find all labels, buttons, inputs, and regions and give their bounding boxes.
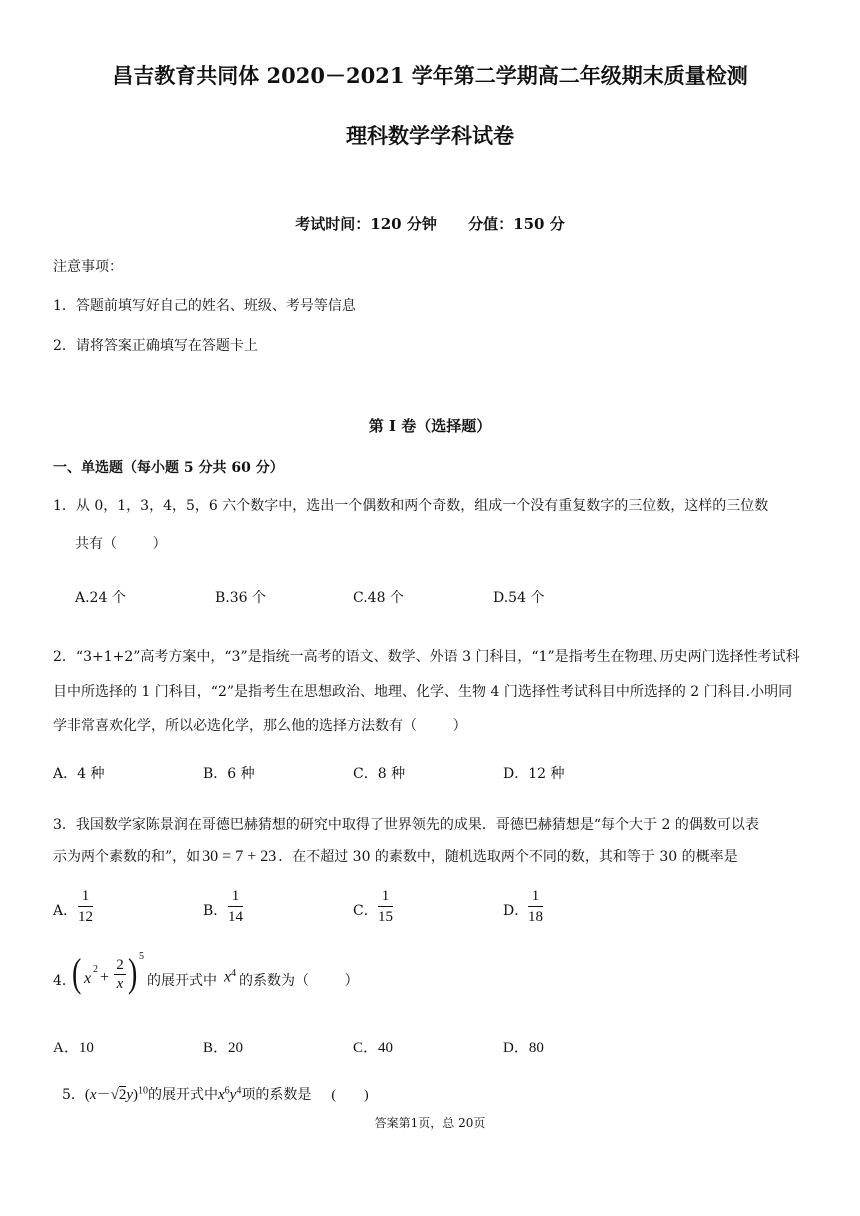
q5-y: y bbox=[126, 1087, 133, 1103]
q3-option-a-letter: A． bbox=[53, 903, 78, 919]
q2-line2: 目中所选择的 1 门科目，“2”是指考生在思想政治、地理、化学、生物 4 门选择性考试科目中所选择的 2 门科目.小明同 bbox=[53, 684, 793, 700]
volume-title: 第 I 卷（选择题） bbox=[368, 417, 492, 435]
q5-open-paren: ( bbox=[84, 1087, 90, 1103]
q5-close-paren: ) bbox=[133, 1087, 138, 1103]
q2-option-b: B．6 种 bbox=[203, 766, 255, 782]
sqrt-icon: √ bbox=[110, 1087, 119, 1103]
q4-option-b: B．20 bbox=[203, 1040, 244, 1056]
q4-number: 4． bbox=[53, 973, 76, 989]
q4-expr-numerator: 2 bbox=[114, 957, 126, 975]
q3-option-c-letter: C． bbox=[353, 903, 378, 919]
exam-info: 考试时间：120 分钟 分值：150 分 bbox=[295, 215, 565, 233]
q3-line2-pre: 示为两个素数的和”，如 bbox=[53, 849, 201, 865]
q5-term-x: x bbox=[218, 1087, 225, 1103]
q4-expr-plus: + bbox=[100, 969, 110, 986]
q5-sqrt-inner: 2 bbox=[118, 1087, 127, 1103]
q3-option-d-letter: D． bbox=[503, 903, 529, 919]
q4-term-x: x bbox=[224, 968, 232, 986]
q3-option-d-fraction bbox=[528, 887, 543, 926]
q2-option-c: C．8 种 bbox=[353, 766, 406, 782]
q2-option-d: D．12 种 bbox=[503, 766, 565, 782]
q5-x: x bbox=[89, 1087, 97, 1103]
q5-text-end: 项的系数是 bbox=[241, 1087, 312, 1103]
left-paren: ( bbox=[72, 950, 82, 995]
q1-option-a: A.24 个 bbox=[75, 590, 126, 606]
q1-line1: 1．从 0，1，3，4，5，6 六个数字中，选出一个偶数和两个奇数，组成一个没有重复数字的三位数，这样的三位数 bbox=[53, 498, 769, 514]
q5-line bbox=[62, 1084, 369, 1104]
q3-option-a-fraction bbox=[78, 887, 93, 926]
notes-item-1: 1．答题前填写好自己的姓名、班级、考号等信息 bbox=[53, 298, 356, 314]
q2-line3: 学非常喜欢化学，所以必选化学，那么他的选择方法数有（ ） bbox=[53, 718, 467, 734]
q2-line1: 2．“3+1+2”高考方案中，“3”是指统一高考的语文、数学、外语 3 门科目，“1”是指考生在物理､历史两门选择性考试科 bbox=[53, 649, 800, 665]
q5-term-y: y bbox=[229, 1087, 237, 1103]
fraction-denominator: 18 bbox=[528, 909, 543, 925]
q1-option-b: B.36 个 bbox=[215, 590, 267, 606]
q3-option-b-fraction bbox=[228, 887, 243, 926]
q5-exponent: 10 bbox=[138, 1085, 148, 1097]
q4-expr-x: x bbox=[84, 970, 92, 987]
fraction-numerator: 1 bbox=[78, 887, 93, 907]
q5-minus: － bbox=[96, 1088, 111, 1103]
fraction-numerator: 1 bbox=[528, 887, 543, 907]
fraction-denominator: 12 bbox=[78, 909, 93, 925]
q3-line2-math: 30 = 7 + 23 bbox=[202, 848, 277, 865]
q1-option-d: D.54 个 bbox=[493, 590, 545, 606]
q4-expr-outer-exponent: 5 bbox=[139, 951, 144, 962]
q5-number: 5． bbox=[62, 1087, 85, 1103]
q4-option-d: D．80 bbox=[503, 1040, 544, 1056]
q4-expr-denominator: x bbox=[116, 976, 124, 992]
notes-item-2: 2．请将答案正确填写在答题卡上 bbox=[53, 338, 258, 354]
fraction-denominator: 15 bbox=[378, 909, 393, 925]
q4-option-c: C．40 bbox=[353, 1040, 394, 1056]
fraction-denominator: 14 bbox=[228, 909, 243, 925]
part-title: 一、单选题（每小题 5 分共 60 分） bbox=[53, 460, 284, 476]
exam-title: 昌吉教育共同体 2020－2021 学年第二学期高二年级期末质量检测 bbox=[112, 63, 748, 88]
notes-heading: 注意事项： bbox=[53, 259, 123, 275]
q5-text-mid: 的展开式中 bbox=[148, 1087, 218, 1103]
q3-line2-post: ．在不超过 30 的素数中，随机选取两个不同的数，其和等于 30 的概率是 bbox=[278, 849, 738, 865]
q5-term-x-exponent: 6 bbox=[224, 1085, 230, 1097]
q5-term-y-exponent: 4 bbox=[236, 1085, 242, 1097]
q4-expr-x-exponent: 2 bbox=[93, 964, 98, 975]
q5-answer-paren: ( ) bbox=[331, 1088, 369, 1103]
q2-option-a: A．4 种 bbox=[53, 766, 105, 782]
page-footer: 答案第1页，总 20页 bbox=[374, 1116, 486, 1130]
fraction-numerator: 1 bbox=[228, 887, 243, 907]
exam-subtitle: 理科数学学科试卷 bbox=[346, 123, 514, 148]
q3-option-c-fraction bbox=[378, 887, 393, 926]
q4-option-a: A．10 bbox=[53, 1040, 94, 1056]
q4-expression bbox=[72, 951, 147, 1003]
q3-option-b-letter: B． bbox=[203, 903, 228, 919]
q4-term bbox=[224, 968, 236, 987]
right-paren: ) bbox=[128, 950, 138, 995]
q4-term-exponent: 4 bbox=[231, 968, 237, 979]
fraction-numerator: 1 bbox=[378, 887, 393, 907]
q3-line2 bbox=[53, 846, 738, 866]
q4-text-mid: 的展开式中 bbox=[147, 973, 217, 989]
q3-line1: 3．我国数学家陈景润在哥德巴赫猜想的研究中取得了世界领先的成果．哥德巴赫猜想是“每个大于 2 的偶数可以表 bbox=[53, 817, 759, 833]
q1-option-c: C.48 个 bbox=[353, 590, 404, 606]
q4-text-end: 的系数为（ ） bbox=[239, 973, 359, 989]
q1-line2: 共有（ ） bbox=[75, 536, 167, 552]
